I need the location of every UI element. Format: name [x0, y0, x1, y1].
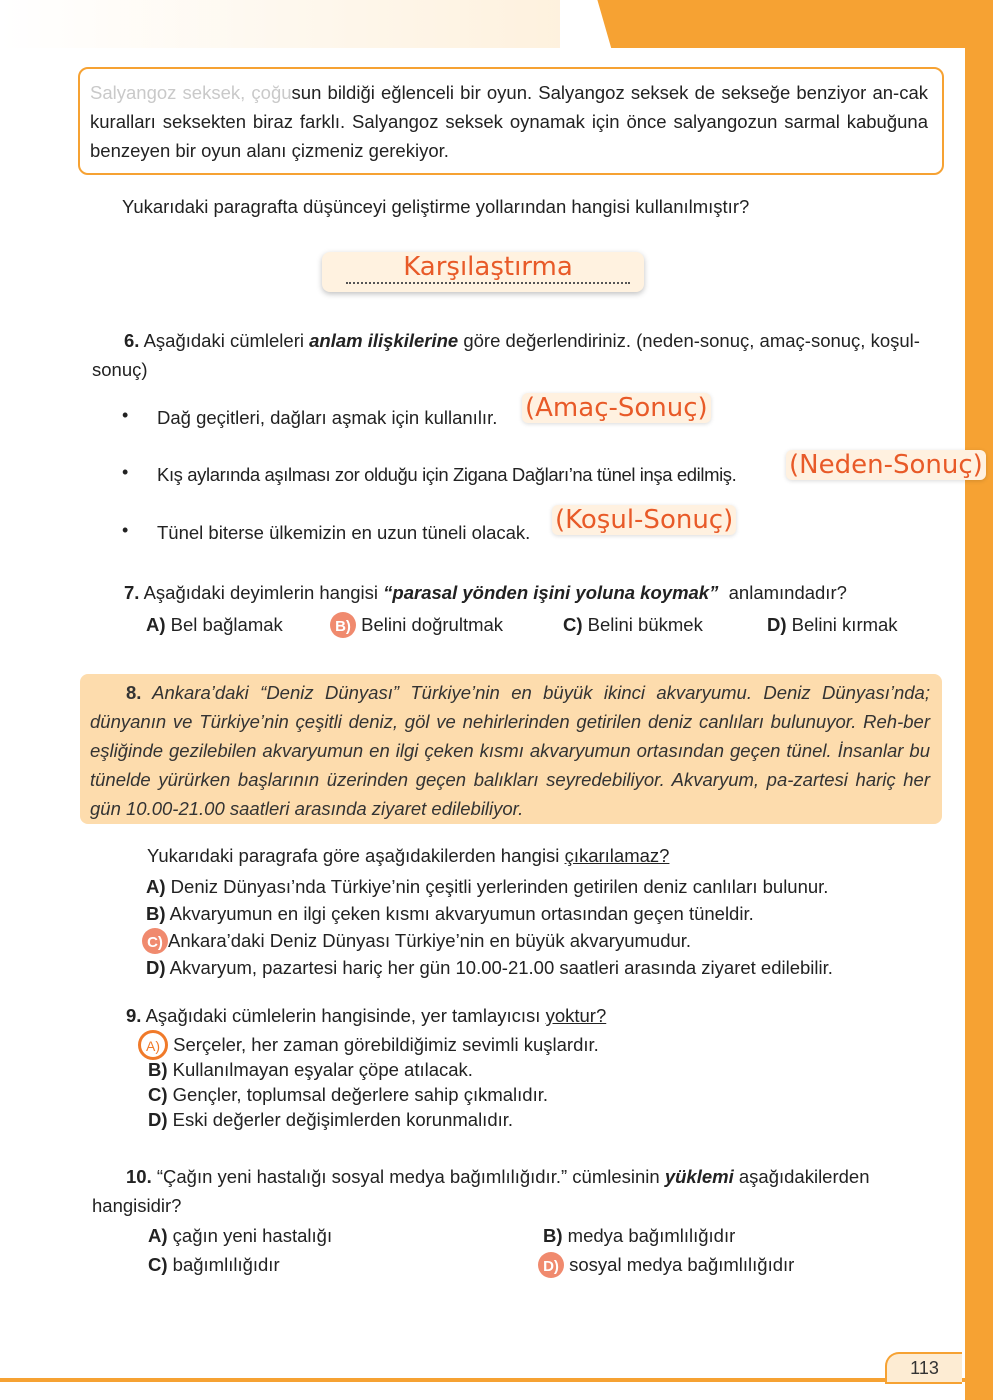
q6-bullet: • [122, 462, 129, 482]
q5-answer-line [346, 252, 630, 284]
option-letter: B) [335, 618, 351, 635]
q6-bullet: • [122, 520, 129, 540]
q5-answer: Karşılaştırma [346, 252, 630, 284]
option-text: Akvaryumun en ilgi çeken kısmı akvaryumun ortasından geçen tüneldir. [169, 903, 754, 924]
q8-question-ul: çıkarılamaz? [564, 845, 670, 866]
header-gradient [0, 0, 560, 48]
q8-question [147, 841, 669, 870]
q6-pre: Aşağıdaki cümleleri [143, 330, 304, 351]
q10-option-c[interactable] [148, 1250, 280, 1279]
q6-item-2 [157, 460, 736, 489]
option-letter: D) [146, 957, 166, 978]
q6-post: göre değerlendiriniz. (neden-sonuç, amaç-sonuç, koşul-sonuç) [92, 330, 920, 380]
q7-option-b[interactable] [330, 610, 503, 639]
q8-option-d[interactable] [146, 953, 833, 982]
option-text: Gençler, toplumsal değerlere sahip çıkmalıdır. [172, 1084, 548, 1105]
option-text: medya bağımlılığıdır [567, 1225, 736, 1246]
option-letter: C) [148, 1254, 168, 1275]
option-letter: C) [147, 934, 163, 951]
q9-question [126, 1001, 606, 1030]
q9-ul: yoktur? [545, 1005, 607, 1026]
option-text: Eski değerler değişimlerden korunmalıdır. [172, 1109, 514, 1130]
q6-bullet: • [122, 405, 129, 425]
q5-question: Yukarıdaki paragrafta düşünceyi geliştirme yollarından hangisi kullanılmıştır? [122, 196, 750, 217]
option-letter: A) [146, 1038, 160, 1054]
option-letter: A) [148, 1225, 168, 1246]
q6-item-text: Dağ geçitleri, dağları aşmak için kullanılır. [157, 407, 498, 428]
selected-answer-marker [538, 1252, 564, 1278]
option-text: Belini kırmak [791, 614, 898, 635]
page-number: 113 [885, 1352, 962, 1384]
q7-number: 7. [124, 582, 140, 603]
footer-line [0, 1378, 993, 1382]
intro-faded-start: Salyangoz seksek, çoğu [90, 82, 292, 103]
option-text: bağımlılığıdır [172, 1254, 280, 1275]
q10-emph: yüklemi [664, 1166, 734, 1187]
option-text: Deniz Dünyası’nda Türkiye’nin çeşitli yerlerinden getirilen deniz canlıları bulunur. [170, 876, 829, 897]
header-accent-shape [533, 0, 993, 48]
option-letter: D) [767, 614, 787, 635]
intro-paragraph [90, 78, 928, 165]
q7-question [124, 578, 847, 607]
q10-option-b[interactable] [543, 1221, 735, 1250]
q6-answer-2: (Neden-Sonuç) [786, 450, 986, 480]
option-letter: A) [146, 614, 166, 635]
q10-post: aşağıdakilerden hangisidir? [92, 1166, 870, 1216]
q7-post: anlamındadır? [728, 582, 847, 603]
selected-answer-marker [330, 612, 356, 638]
q6-answer-3: (Koşul-Sonuç) [552, 505, 736, 535]
option-text: Kullanılmayan eşyalar çöpe atılacak. [172, 1059, 473, 1080]
q10-question [92, 1162, 928, 1220]
q7-pre: Aşağıdaki deyimlerin hangisi [143, 582, 379, 603]
selected-answer-marker [142, 928, 168, 954]
q9-number: 9. [126, 1005, 142, 1026]
q8-paragraph-text: Ankara’daki “Deniz Dünyası” Türkiye’nin en büyük ikinci akvaryumu. Deniz Dünyası’nda; dünyanın ve Türkiye’nin çeşitli deniz, göl ve nehirlerinden getirilen deniz canlıları bulunuyor. Reh-ber eşliğinde gezilebilen akvaryumun en ilgi çeken kısmı akvaryumun ortasından geçen tünel. İnsanlar bu tünelde yürürken başlarının üzerinden geçen balıkları seyredebiliyor. Akvaryum, pa-zartesi hariç her gün 10.00-21.00 saatleri arasında ziyaret edilebiliyor. [90, 682, 930, 819]
q6-number: 6. [124, 330, 140, 351]
option-text: Bel bağlamak [170, 614, 283, 635]
q7-option-a[interactable] [146, 610, 283, 639]
q7-option-d[interactable] [767, 610, 898, 639]
q8-number: 8. [126, 682, 142, 703]
option-letter: B) [543, 1225, 563, 1246]
right-accent-bar [965, 0, 993, 1400]
option-letter: C) [563, 614, 583, 635]
option-text: Belini doğrultmak [361, 614, 504, 635]
q7-emph: “parasal yönden işini yoluna koymak” [383, 582, 719, 603]
option-text: Belini bükmek [587, 614, 703, 635]
option-text: sosyal medya bağımlılığıdır [569, 1254, 795, 1275]
q6-question [92, 326, 928, 384]
q8-question-pre: Yukarıdaki paragrafa göre aşağıdakilerden hangisi [147, 845, 560, 866]
option-letter: A) [146, 876, 166, 897]
option-letter: B) [146, 903, 166, 924]
q9-pre: Aşağıdaki cümlelerin hangisinde, yer tamlayıcısı [145, 1005, 541, 1026]
option-text: çağın yeni hastalığı [172, 1225, 333, 1246]
q9-option-d[interactable] [148, 1105, 513, 1134]
q6-item-3 [157, 518, 530, 547]
intro-text: sun bildiği eğlenceli bir oyun. Salyangoz seksek de sekseğe benziyor an-cak kuralları seksekten biraz farklı. Salyangoz seksek oynamak için önce salyangozun sarmal kabuğuna benzeyen bir oyun alanı çizmeniz gerekiyor. [90, 82, 928, 161]
option-text: Akvaryum, pazartesi hariç her gün 10.00-21.00 saatleri arasında ziyaret edilebilir. [169, 957, 833, 978]
q10-pre: “Çağın yeni hastalığı sosyal medya bağımlılığıdır.” cümlesinin [156, 1166, 660, 1187]
q6-item-text: Tünel biterse ülkemizin en uzun tüneli olacak. [157, 522, 531, 543]
option-letter: C) [148, 1084, 168, 1105]
q7-option-c[interactable] [563, 610, 703, 639]
q10-option-d[interactable] [538, 1250, 794, 1279]
q8-paragraph [90, 678, 930, 823]
option-text: Ankara’daki Deniz Dünyası Türkiye’nin en büyük akvaryumudur. [168, 930, 692, 951]
option-letter: D) [543, 1258, 559, 1275]
q6-answer-1: (Amaç-Sonuç) [522, 393, 711, 423]
q6-item-1 [157, 403, 497, 432]
option-text: Serçeler, her zaman görebildiğimiz sevimli kuşlardır. [173, 1034, 599, 1055]
option-letter: B) [148, 1059, 168, 1080]
q8-option-c[interactable] [142, 926, 691, 955]
q8-option-b[interactable] [146, 899, 754, 928]
q6-item-text: Kış aylarında aşılması zor olduğu için Zigana Dağları’na tünel inşa edilmiş. [157, 464, 737, 485]
q10-number: 10. [126, 1166, 152, 1187]
option-letter: D) [148, 1109, 168, 1130]
q10-option-a[interactable] [148, 1221, 332, 1250]
q8-option-a[interactable] [146, 872, 828, 901]
q6-emph: anlam ilişkilerine [309, 330, 459, 351]
